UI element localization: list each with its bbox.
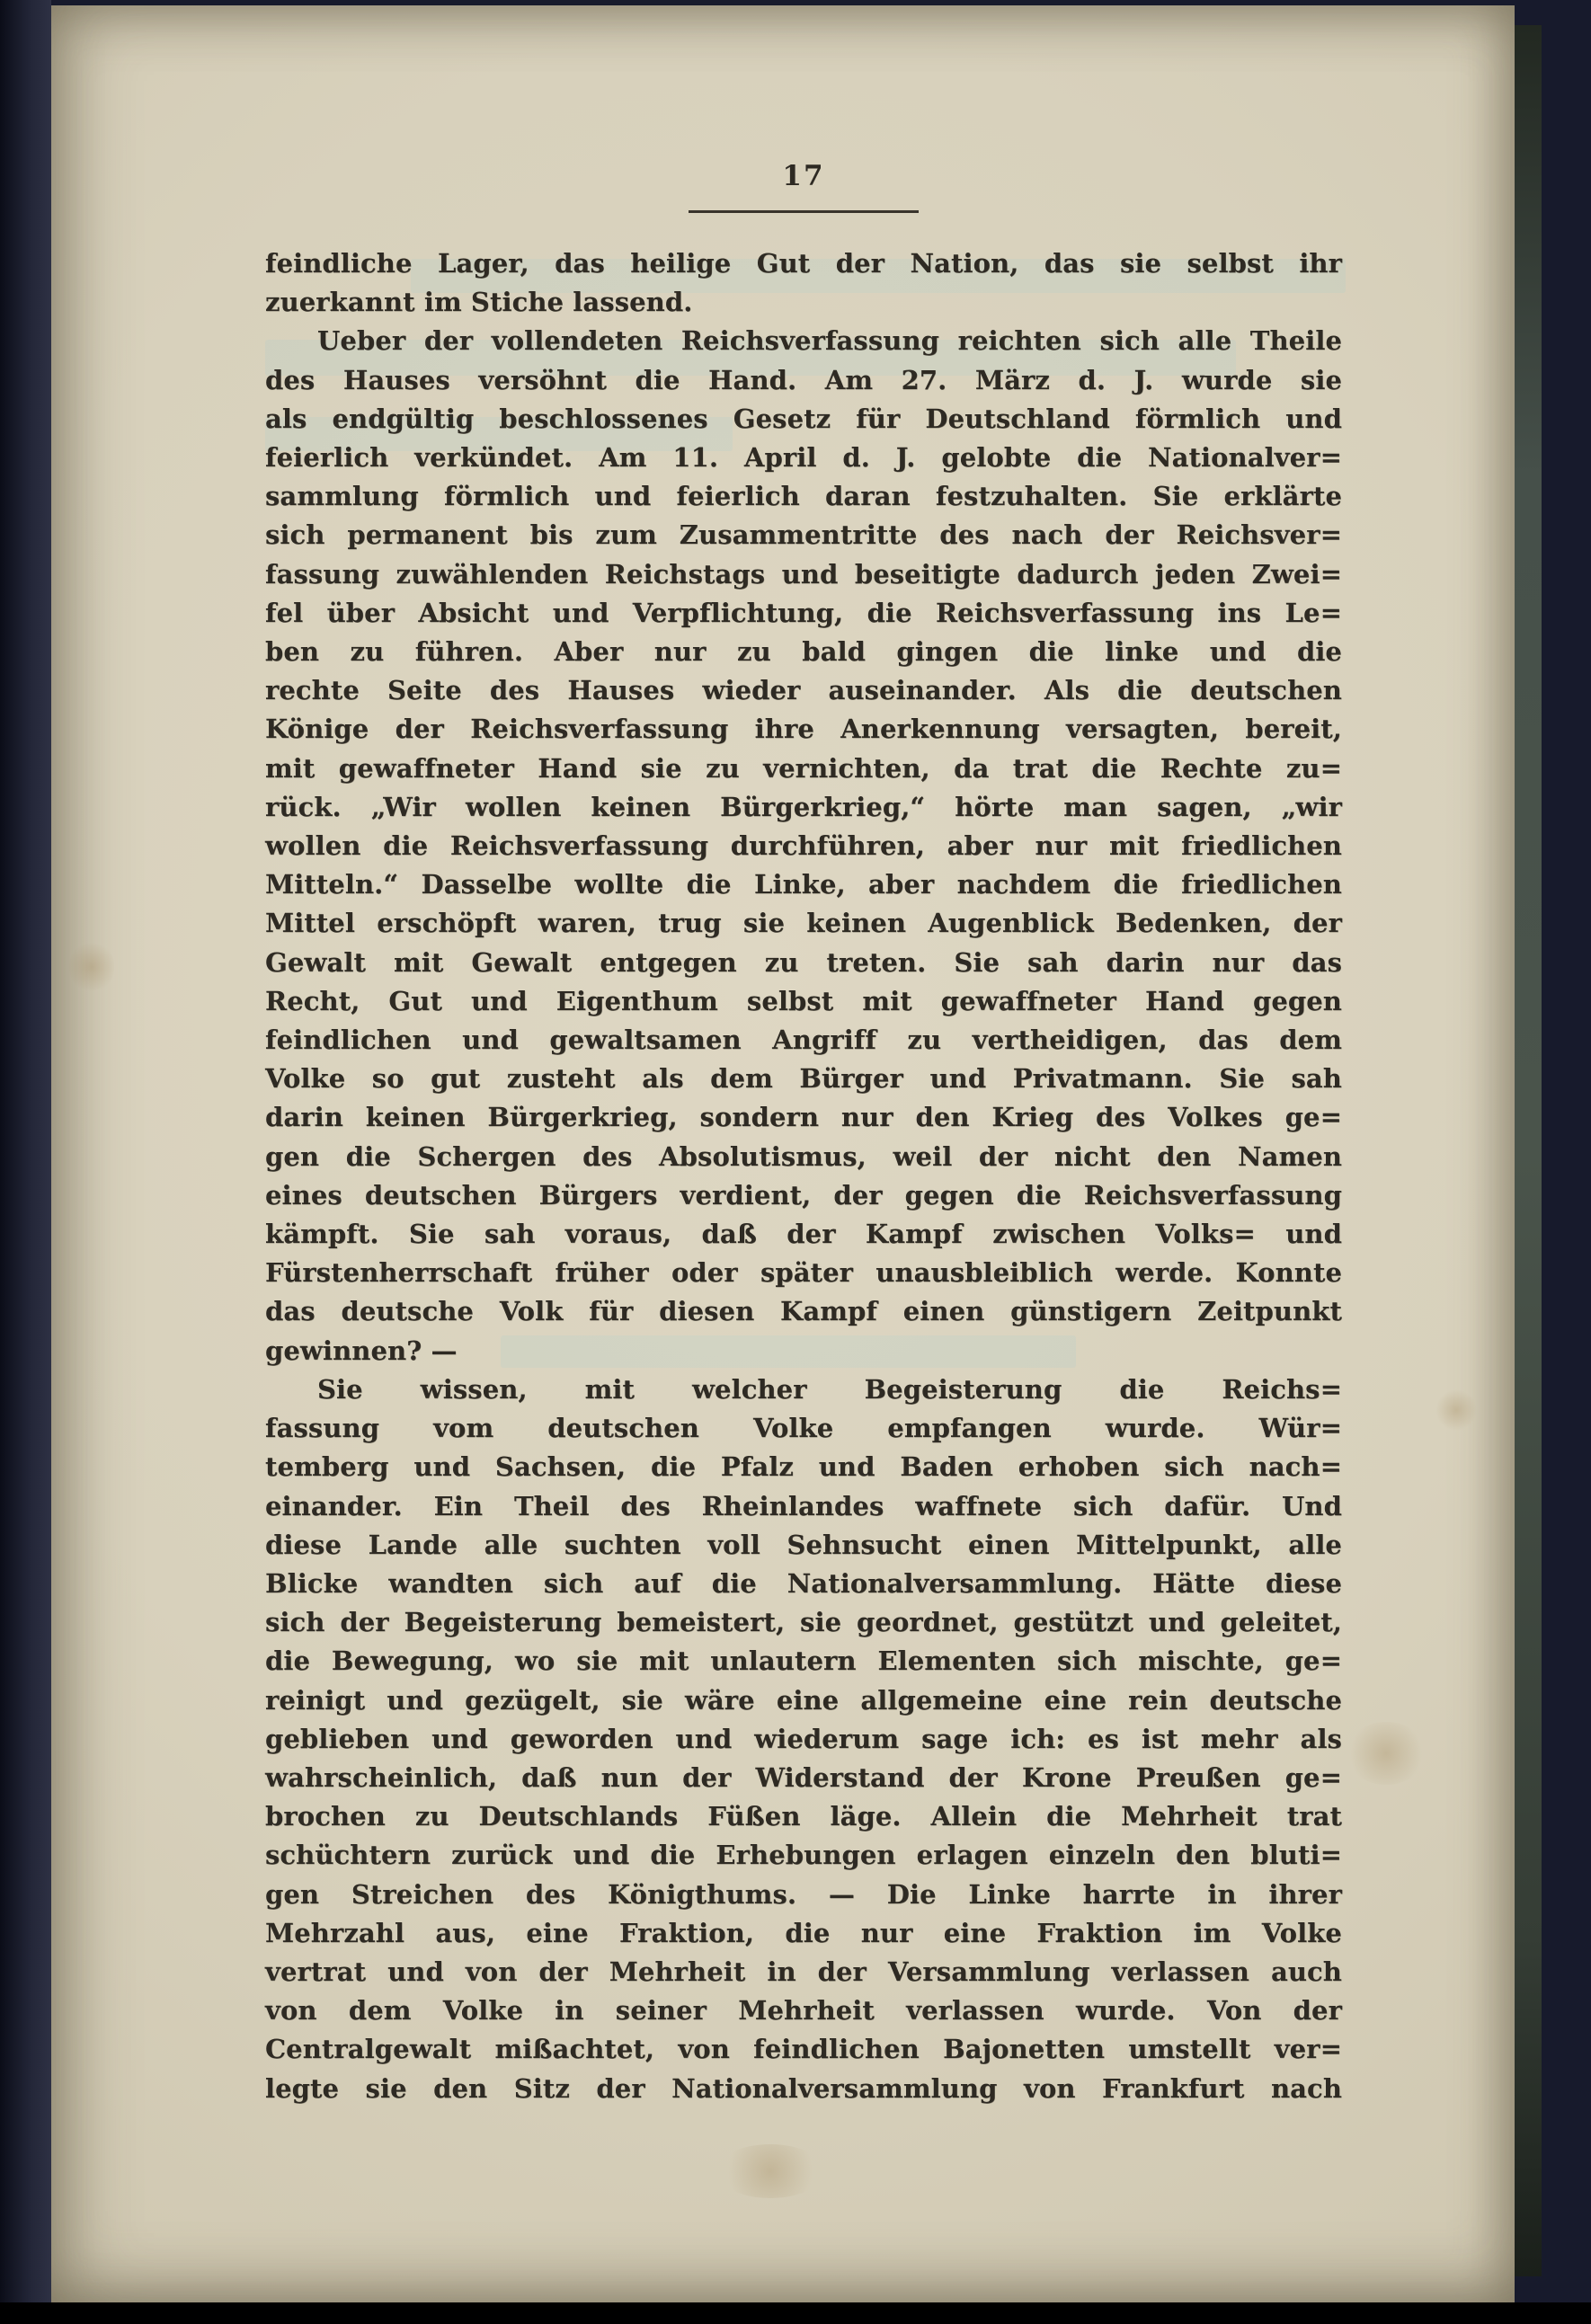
text-line: Volke so gut zusteht als dem Bürger und Privatmann. Sie sah xyxy=(265,1063,1342,1095)
text-line: das deutsche Volk für diesen Kampf einen günstigern Zeitpunkt xyxy=(265,1296,1342,1327)
text-line: brochen zu Deutschlands Füßen läge. Allein die Mehrheit trat xyxy=(265,1801,1342,1832)
text-line: von dem Volke in seiner Mehrheit verlassen wurde. Von der xyxy=(265,1995,1342,2027)
foxing-stain xyxy=(716,2144,824,2198)
text-line: des Hauses versöhnt die Hand. Am 27. März d. J. wurde sie xyxy=(265,364,1342,395)
text-line: Mitteln.“ Dasselbe wollte die Linke, aber nachdem die friedlichen xyxy=(265,869,1342,900)
text-line: feindlichen und gewaltsamen Angriff zu vertheidigen, das dem xyxy=(265,1025,1342,1056)
text-line: Mehrzahl aus, eine Fraktion, die nur eine Fraktion im Volke xyxy=(265,1917,1342,1948)
text-line: fassung zuwählenden Reichstags und beseitigte dadurch jeden Zwei= xyxy=(265,558,1342,590)
text-line: ben zu führen. Aber nur zu bald gingen die linke und die xyxy=(265,636,1342,668)
text-line: gewinnen? — xyxy=(265,1335,458,1366)
text-line: wollen die Reichsverfassung durchführen, aber nur mit friedlichen xyxy=(265,830,1342,862)
text-line: die Bewegung, wo sie mit unlautern Elementen sich mischte, ge= xyxy=(265,1645,1342,1677)
text-line: Gewalt mit Gewalt entgegen zu treten. Sie sah darin nur das xyxy=(265,946,1342,978)
book-spine xyxy=(0,0,51,2324)
text-line: reinigt und gezügelt, sie wäre eine allgemeine eine rein deutsche xyxy=(265,1684,1342,1716)
text-line: gen Streichen des Königthums. — Die Linke harrte in ihrer xyxy=(265,1878,1342,1910)
text-line: sich permanent bis zum Zusammentritte des nach der Reichsver= xyxy=(265,519,1342,551)
foxing-stain xyxy=(1346,1722,1427,1785)
text-line: legte sie den Sitz der Nationalversammlung von Frankfurt nach xyxy=(265,2072,1342,2104)
text-line: geblieben und geworden und wiederum sage ich: es ist mehr als xyxy=(265,1723,1342,1754)
text-line: diese Lande alle suchten voll Sehnsucht einen Mittelpunkt, alle xyxy=(265,1529,1342,1560)
text-line: rechte Seite des Hauses wieder auseinander. Als die deutschen xyxy=(265,675,1342,706)
text-line: Blicke wandten sich auf die Nationalversammlung. Hätte diese xyxy=(265,1567,1342,1599)
text-line: Recht, Gut und Eigenthum selbst mit gewaffneter Hand gegen xyxy=(265,985,1342,1016)
text-line: temberg und Sachsen, die Pfalz und Baden erhoben sich nach= xyxy=(265,1451,1342,1483)
page-edge-stack xyxy=(1515,25,1542,2276)
text-line: mit gewaffneter Hand sie zu vernichten, da trat die Rechte zu= xyxy=(265,752,1342,784)
page-number: 17 xyxy=(782,160,825,192)
text-line: vertrat und von der Mehrheit in der Versammlung verlassen auch xyxy=(265,1956,1342,1987)
text-line: Könige der Reichsverfassung ihre Anerkennung versagten, bereit, xyxy=(265,714,1342,745)
text-line: gen die Schergen des Absolutismus, weil der nicht den Namen xyxy=(265,1140,1342,1172)
foxing-stain xyxy=(69,940,114,994)
text-line: wahrscheinlich, daß nun der Widerstand der Krone Preußen ge= xyxy=(265,1761,1342,1793)
text-line: Fürstenherrschaft früher oder später unausbleiblich werde. Konnte xyxy=(265,1257,1342,1289)
foxing-stain xyxy=(1435,1389,1477,1431)
book-page xyxy=(51,5,1515,2302)
text-line: fel über Absicht und Verpflichtung, die Reichsverfassung ins Le= xyxy=(265,597,1342,628)
text-line: Centralgewalt mißachtet, von feindlichen Bajonetten umstellt ver= xyxy=(265,2034,1342,2065)
text-line: sich der Begeisterung bemeistert, sie geordnet, gestützt und geleitet, xyxy=(265,1607,1342,1638)
text-line: Mittel erschöpft waren, trug sie keinen Augenblick Bedenken, der xyxy=(265,908,1342,939)
text-line: darin keinen Bürgerkrieg, sondern nur den Krieg des Volkes ge= xyxy=(265,1102,1342,1133)
text-block xyxy=(265,244,1342,2108)
text-line: zuerkannt im Stiche lassend. xyxy=(265,287,693,318)
text-line: einander. Ein Theil des Rheinlandes waffnete sich dafür. Und xyxy=(265,1490,1342,1521)
text-line: schüchtern zurück und die Erhebungen erlagen einzeln den bluti= xyxy=(265,1840,1342,1871)
text-line: eines deutschen Bürgers verdient, der gegen die Reichsverfassung xyxy=(265,1179,1342,1211)
text-line: Ueber der vollendeten Reichsverfassung reichten sich alle Theile xyxy=(317,325,1342,357)
text-line: Sie wissen, mit welcher Begeisterung die Reichs= xyxy=(317,1373,1342,1405)
text-line: feierlich verkündet. Am 11. April d. J. gelobte die Nationalver= xyxy=(265,442,1342,474)
scan-bottom-border xyxy=(0,2302,1591,2324)
text-line: als endgültig beschlossenes Gesetz für Deutschland förmlich und xyxy=(265,403,1342,434)
text-line: kämpft. Sie sah voraus, daß der Kampf zwischen Volks= und xyxy=(265,1219,1342,1250)
text-line: feindliche Lager, das heilige Gut der Nation, das sie selbst ihr xyxy=(265,248,1342,279)
text-line: fassung vom deutschen Volke empfangen wurde. Wür= xyxy=(265,1413,1342,1444)
text-line: rück. „Wir wollen keinen Bürgerkrieg,“ hörte man sagen, „wir xyxy=(265,791,1342,822)
page-number-rule xyxy=(689,210,919,213)
text-line: sammlung förmlich und feierlich daran festzuhalten. Sie erklärte xyxy=(265,481,1342,512)
